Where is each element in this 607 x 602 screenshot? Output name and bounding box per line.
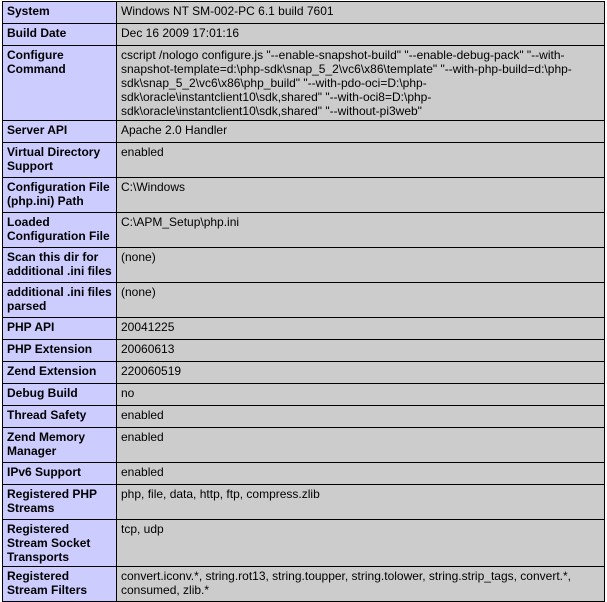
row-label: Registered Stream Filters bbox=[3, 567, 117, 602]
row-value: 20060613 bbox=[117, 340, 605, 362]
row-value: enabled bbox=[117, 463, 605, 485]
row-value: (none) bbox=[117, 283, 605, 318]
row-label: Registered PHP Streams bbox=[3, 485, 117, 520]
info-row-thread-safety bbox=[3, 406, 605, 428]
row-value: Windows NT SM-002-PC 6.1 build 7601 bbox=[117, 2, 605, 24]
info-row-registered-socket-transports bbox=[3, 520, 605, 567]
info-row-zend-extension bbox=[3, 362, 605, 384]
row-value: php, file, data, http, ftp, compress.zlib bbox=[117, 485, 605, 520]
row-label: Zend Extension bbox=[3, 362, 117, 384]
row-label: PHP API bbox=[3, 318, 117, 340]
info-row-php-api bbox=[3, 318, 605, 340]
info-row-registered-stream-filters bbox=[3, 567, 605, 602]
row-label: Scan this dir for additional .ini files bbox=[3, 248, 117, 283]
info-row-debug-build bbox=[3, 384, 605, 406]
row-value: (none) bbox=[117, 248, 605, 283]
row-label: Build Date bbox=[3, 24, 117, 46]
row-label: Registered Stream Socket Transports bbox=[3, 520, 117, 567]
row-value: enabled bbox=[117, 406, 605, 428]
row-label: Configure Command bbox=[3, 46, 117, 121]
info-row-loaded-config-file bbox=[3, 213, 605, 248]
info-row-server-api bbox=[3, 121, 605, 143]
row-value: Dec 16 2009 17:01:16 bbox=[117, 24, 605, 46]
info-row-zend-memory-manager bbox=[3, 428, 605, 463]
row-value: 220060519 bbox=[117, 362, 605, 384]
row-label: Thread Safety bbox=[3, 406, 117, 428]
info-row-virtual-directory-support bbox=[3, 143, 605, 178]
row-value: enabled bbox=[117, 143, 605, 178]
info-row-system bbox=[3, 2, 605, 24]
info-row-registered-php-streams bbox=[3, 485, 605, 520]
row-label: Configuration File (php.ini) Path bbox=[3, 178, 117, 213]
info-row-php-extension bbox=[3, 340, 605, 362]
row-value: C:\Windows bbox=[117, 178, 605, 213]
info-row-scan-dir bbox=[3, 248, 605, 283]
info-row-configure-command bbox=[3, 46, 605, 121]
row-label: IPv6 Support bbox=[3, 463, 117, 485]
row-value: 20041225 bbox=[117, 318, 605, 340]
row-label: Debug Build bbox=[3, 384, 117, 406]
row-label: Zend Memory Manager bbox=[3, 428, 117, 463]
phpinfo-table bbox=[2, 1, 605, 602]
row-label: additional .ini files parsed bbox=[3, 283, 117, 318]
row-value: enabled bbox=[117, 428, 605, 463]
info-row-config-file-path bbox=[3, 178, 605, 213]
row-value: C:\APM_Setup\php.ini bbox=[117, 213, 605, 248]
row-value: tcp, udp bbox=[117, 520, 605, 567]
row-label: Loaded Configuration File bbox=[3, 213, 117, 248]
row-label: PHP Extension bbox=[3, 340, 117, 362]
info-row-additional-ini-parsed bbox=[3, 283, 605, 318]
row-value: no bbox=[117, 384, 605, 406]
row-label: Server API bbox=[3, 121, 117, 143]
info-row-ipv6-support bbox=[3, 463, 605, 485]
row-value: Apache 2.0 Handler bbox=[117, 121, 605, 143]
row-label: Virtual Directory Support bbox=[3, 143, 117, 178]
row-value: cscript /nologo configure.js "--enable-snapshot-build" "--enable-debug-pack" "--with-snapshot-template=d:\php-sdk\snap_5_2\vc6\x86\template" "--with-php-build=d:\php-sdk\snap_5_2\vc6\x86\php_build" "--with-pdo-oci=D:\php-sdk\oracle\instantclient10\sdk,shared" "--with-oci8=D:\php-sdk\oracle\instantclient10\sdk,shared" "--without-pi3web" bbox=[117, 46, 605, 121]
info-row-build-date bbox=[3, 24, 605, 46]
row-value: convert.iconv.*, string.rot13, string.toupper, string.tolower, string.strip_tags, convert.*, consumed, zlib.* bbox=[117, 567, 605, 602]
row-label: System bbox=[3, 2, 117, 24]
